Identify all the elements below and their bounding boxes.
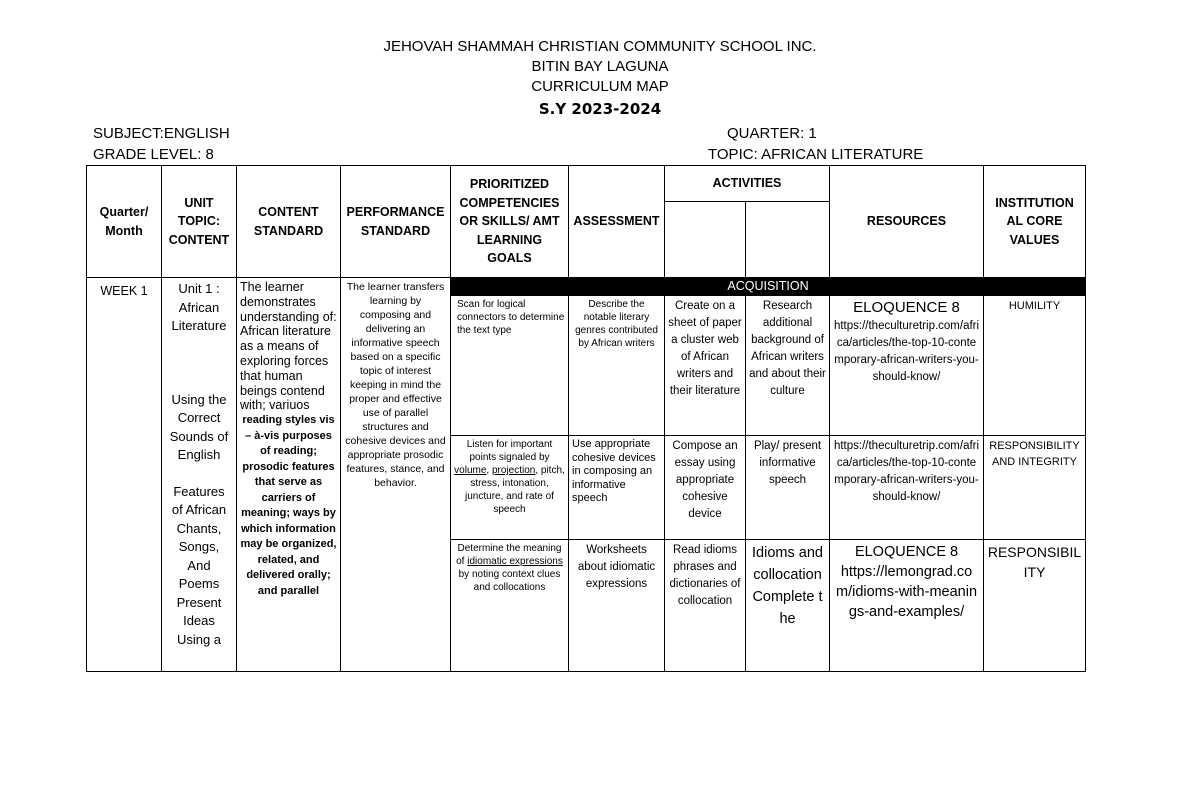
competency-underlined: idiomatic expressions xyxy=(467,556,563,567)
school-year: S.Y 2023-2024 xyxy=(538,100,662,118)
activity-cell: Create on a sheet of paper a cluster web of African writers and their literature xyxy=(665,296,746,436)
activity-cell: Compose an essay using appropriate cohesive device xyxy=(665,436,746,540)
unit-line: And xyxy=(187,557,211,573)
competency-text: , pitch, stress, intonation, juncture, and rate of speech xyxy=(465,465,565,515)
activity-cell: Research additional background of African writers and about their culture xyxy=(746,296,830,436)
document-title: CURRICULUM MAP xyxy=(531,78,669,95)
unit-line: of African xyxy=(171,502,227,517)
col-performance-standard: PERFORMANCE STANDARD xyxy=(341,166,451,278)
unit-line: Features xyxy=(173,483,225,499)
assessment-cell: Use appropriate cohesive devices in composing an informative speech xyxy=(569,436,665,540)
week-cell: WEEK 1 xyxy=(87,278,162,672)
competency-text: Listen for important points signaled by xyxy=(466,439,553,463)
school-location: BITIN BAY LAGUNA xyxy=(531,58,669,75)
assessment-cell: Describe the notable literary genres contributed by African writers xyxy=(569,296,665,436)
subject-label: SUBJECT:ENGLISH xyxy=(93,125,230,142)
col-content-standard: CONTENT STANDARD xyxy=(237,166,341,278)
competency-text: by noting context clues and collocations xyxy=(458,569,561,593)
performance-standard-cell: The learner transfers learning by composing and delivering an informative speech based on a specific topic of interest keeping in mind the proper and effective use of parallel structures and cohesive devices and appropriate prosodic features, stance, and behavior. xyxy=(341,278,451,672)
unit-line: Using the xyxy=(171,391,227,407)
core-value-cell: RESPONSIBILITY xyxy=(984,540,1086,672)
activity-cell: Play/ present informative speech xyxy=(746,436,830,540)
activity-subcol-1 xyxy=(665,202,746,278)
col-prioritized-competencies: PRIORITIZED COMPETENCIES OR SKILLS/ AMT LEARNING GOALS xyxy=(451,166,569,278)
resource-link[interactable]: https://theculturetrip.com/africa/articles/the-top-10-contemporary-african-writers-you-should-know/ xyxy=(830,436,984,540)
activity-subcol-2 xyxy=(746,202,830,278)
resource-cell xyxy=(830,296,984,436)
unit-line: English xyxy=(177,447,221,462)
competency-underlined: volume xyxy=(454,465,487,476)
acquisition-row xyxy=(87,278,1086,296)
col-unit-topic: UNIT TOPIC: CONTENT xyxy=(162,166,237,278)
unit-line: Ideas xyxy=(183,613,215,628)
unit-line: Unit 1 : xyxy=(178,281,220,296)
grade-level-label: GRADE LEVEL: 8 xyxy=(93,146,214,163)
resource-link[interactable]: https://lemongrad.com/idioms-with-meanings-and-examples/ xyxy=(836,564,978,620)
unit-line: African xyxy=(178,299,220,315)
core-value-cell: HUMILITY xyxy=(984,296,1086,436)
curriculum-map-table xyxy=(86,165,1086,672)
acquisition-banner: ACQUISITION xyxy=(451,278,1086,296)
unit-line: Using a xyxy=(176,631,222,647)
competency-cell xyxy=(451,540,569,672)
activity-cell: Read idioms phrases and dictionaries of collocation xyxy=(665,540,746,672)
unit-line: Chants, xyxy=(176,520,222,536)
content-standard-cell xyxy=(237,278,341,672)
resource-cell xyxy=(830,540,984,672)
content-standard-bold-text: reading styles vis – à-vis purposes of reading; prosodic features that serve as carriers of meaning; ways by which information may be organized, related, and delivered orally; and parallel xyxy=(240,414,337,597)
competency-text: Determine the meaning of xyxy=(456,543,562,567)
resource-title: ELOQUENCE 8 xyxy=(853,299,960,316)
unit-line: Sounds of xyxy=(169,428,229,444)
quarter-label: QUARTER: 1 xyxy=(727,125,817,142)
col-core-values: INSTITUTION AL CORE VALUES xyxy=(984,166,1086,278)
col-activities: ACTIVITIES xyxy=(665,166,830,202)
resource-title: ELOQUENCE 8 xyxy=(854,544,959,560)
activity-cell: Idioms and collocation Complete the xyxy=(746,540,830,672)
unit-line: Poems xyxy=(178,576,220,591)
unit-topic-cell xyxy=(162,278,237,672)
resource-link[interactable]: https://theculturetrip.com/africa/articles/the-top-10-contemporary-african-writers-you-should-know/ xyxy=(833,320,980,383)
unit-line: Correct xyxy=(177,410,221,425)
content-standard-text: The learner demonstrates understanding of: African literature as a means of exploring forces that human beings contend with; variuos xyxy=(240,280,337,413)
col-quarter-month: Quarter/ Month xyxy=(87,166,162,278)
school-name: JEHOVAH SHAMMAH CHRISTIAN COMMUNITY SCHOOL INC. xyxy=(383,38,817,55)
unit-line: Literature xyxy=(171,318,227,333)
competency-cell xyxy=(451,436,569,540)
topic-label: TOPIC: AFRICAN LITERATURE xyxy=(708,146,924,163)
core-value-cell: RESPONSIBILITY AND INTEGRITY xyxy=(984,436,1086,540)
header-row xyxy=(87,166,1086,202)
competency-cell: Scan for logical connectors to determine the text type xyxy=(451,296,569,436)
competency-text: , xyxy=(486,465,492,476)
col-assessment: ASSESSMENT xyxy=(569,166,665,278)
unit-line: Songs, xyxy=(178,539,220,554)
competency-underlined: projection xyxy=(491,465,536,476)
col-resources: RESOURCES xyxy=(830,166,984,278)
unit-line: Present xyxy=(176,594,222,610)
assessment-cell: Worksheets about idiomatic expressions xyxy=(569,540,665,672)
